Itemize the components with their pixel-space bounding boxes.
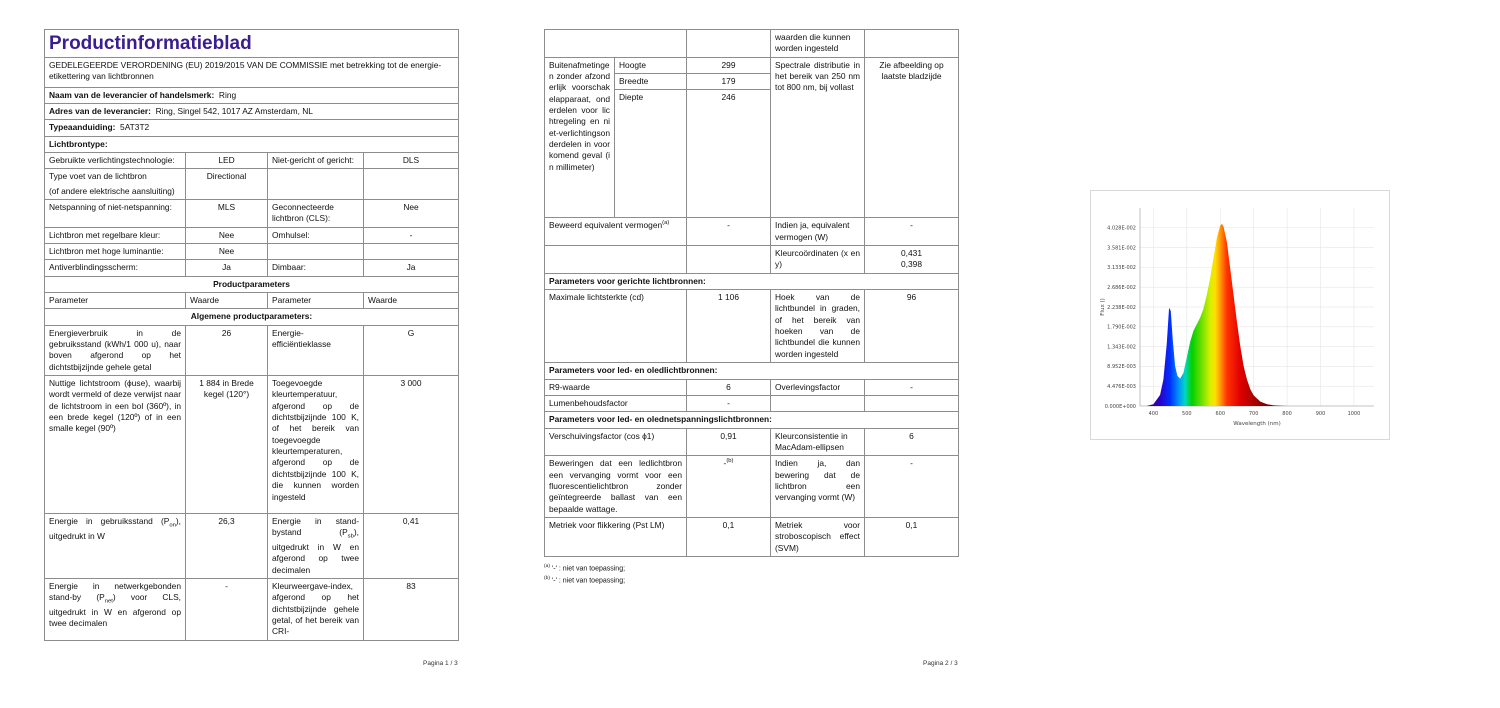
cell-empty <box>268 169 364 200</box>
table-row <box>45 243 459 259</box>
cell-empty <box>771 395 865 411</box>
cell-empty <box>545 30 687 58</box>
cell-empty <box>364 169 459 200</box>
text-part: ) voor CLS, uitgedrukt in W en afgerond op twee decimalen <box>49 592 181 629</box>
title-row <box>45 30 459 58</box>
cell-value: MLS <box>186 199 268 227</box>
table-row <box>45 514 459 579</box>
y-tick-label: 4.476E-003 <box>1107 383 1136 390</box>
x-tick-label: 1000 <box>1347 411 1361 417</box>
dim-label: Hoogte <box>615 57 687 73</box>
table-row <box>545 379 959 395</box>
spectral-value: Zie afbeelding op laatste bladzijde <box>865 57 959 218</box>
subscript: sb <box>347 534 354 541</box>
cell-empty <box>687 30 771 58</box>
text-part: Energie in gebruiksstand (P <box>49 516 170 527</box>
y-tick-label: 1.790E-002 <box>1107 324 1136 331</box>
supplier-address-row <box>45 103 459 119</box>
cell-label: Hoek van de lichtbundel in graden, of het bereik van hoeken van de lichtbundel die kunnen worden ingesteld <box>771 290 865 363</box>
x-axis-label: Wavelength (nm) <box>1233 421 1281 427</box>
y-tick-label: 2.686E-002 <box>1107 284 1136 291</box>
table-row <box>545 290 959 363</box>
cell-value: G <box>364 325 459 375</box>
cell-value: - <box>865 379 959 395</box>
table-row <box>45 376 459 514</box>
cell-value: - <box>186 579 268 641</box>
light-source-type-heading: Lichtbrontype: <box>45 136 459 152</box>
product-info-table-page2 <box>544 29 959 557</box>
cell-value: 96 <box>865 290 959 363</box>
cell-empty <box>364 243 459 259</box>
footnote-text: '-' : niet van toepassing; <box>551 577 626 585</box>
page-footer: Pagina 1 / 3 <box>423 660 458 667</box>
cap-type-sublabel: (of andere elektrische aansluiting) <box>49 185 175 196</box>
cell-value: 3 000 <box>364 376 459 514</box>
cell-label: R9-waarde <box>545 379 687 395</box>
header-value: Waarde <box>364 293 459 309</box>
supplier-name: Ring <box>218 89 237 100</box>
footnote-a <box>544 563 958 575</box>
page-title: Productinformatieblad <box>45 30 459 58</box>
cell-value: - <box>364 227 459 243</box>
y-tick-label: 3.581E-002 <box>1107 245 1136 252</box>
y-tick-label: 3.133E-002 <box>1107 265 1136 272</box>
cell-label: Gebruikte verlichtingstechnologie: <box>45 152 186 168</box>
dimensions-label: Buitenafmetingen zonder afzonderlijk voorschakelapparaat, onderdelen voor lichtregeling en niet-verlichtingsonderdelen in voorkomend geval (in millimeter) <box>545 57 615 218</box>
cell-label: Omhulsel: <box>268 227 364 243</box>
text-part: Beweerd equivalent vermogen <box>549 220 663 231</box>
chromaticity-y: 0,398 <box>901 259 922 270</box>
cell-label: Kleurcoördinaten (x en y) <box>771 246 865 274</box>
cell-value: 1 106 <box>687 290 771 363</box>
cell-label: Lichtbron met regelbare kleur: <box>45 227 186 243</box>
header-parameter: Parameter <box>268 293 364 309</box>
cell-value: Nee <box>186 227 268 243</box>
text-part: Energie in stand-bystand (P <box>272 516 359 538</box>
cell-empty <box>268 243 364 259</box>
table-row <box>45 325 459 375</box>
cell-label <box>45 169 186 200</box>
y-tick-label: 4.028E-002 <box>1107 225 1136 232</box>
product-info-table-page1 <box>44 29 459 641</box>
x-tick-label: 400 <box>1148 411 1159 417</box>
supplier-address-label: Adres van de leverancier: <box>49 105 151 116</box>
table-row <box>545 428 959 456</box>
chromaticity-x: 0,431 <box>901 248 922 259</box>
cell-label: Niet-gericht of gericht: <box>268 152 364 168</box>
cell-label: Dimbaar: <box>268 260 364 276</box>
cell-value <box>865 246 959 274</box>
cell-label <box>45 579 186 641</box>
text-part: - <box>723 458 727 469</box>
cell-label: Indien ja, dan bewering dat de lichtbron een vervanging vormt (W) <box>771 456 865 518</box>
page-footer: Pagina 2 / 3 <box>923 660 958 667</box>
cell-empty <box>865 395 959 411</box>
dim-value: 299 <box>687 57 771 73</box>
cell-value: - <box>687 395 771 411</box>
cell-label <box>45 514 186 579</box>
type-row <box>45 120 459 136</box>
supplier-name-label: Naam van de leverancier of handelsmerk: <box>49 89 215 100</box>
type-label: Typeaanduiding: <box>49 122 116 133</box>
cell-label: Lichtbron met hoge luminantie: <box>45 243 186 259</box>
spectrum-svg <box>1090 190 1390 440</box>
cell-value: 0,41 <box>364 514 459 579</box>
supplier-address: Ring, Singel 542, 1017 AZ Amsterdam, NL <box>155 105 313 116</box>
cell-label: Kleurconsistentie in MacAdam-ellipsen <box>771 428 865 456</box>
cell-value: - <box>687 218 771 246</box>
directional-params-heading: Parameters voor gerichte lichtbronnen: <box>545 273 959 289</box>
cell-label: Indien ja, equivalent vermogen (W) <box>771 218 865 246</box>
y-tick-label: 8.952E-003 <box>1107 364 1136 371</box>
mains-params-heading: Parameters voor led- en olednetspanningslichtbronnen: <box>545 412 959 428</box>
cell-value: 1 884 in Brede kegel (120°) <box>186 376 268 514</box>
header-parameter: Parameter <box>45 293 186 309</box>
cell-value: Nee <box>364 199 459 227</box>
product-params-heading: Productparameters <box>45 276 459 292</box>
y-tick-label: 2.238E-002 <box>1107 304 1136 311</box>
dim-value: 246 <box>687 90 771 218</box>
cell-value: Directional <box>186 169 268 200</box>
table-row <box>545 57 959 73</box>
footnote-b <box>544 575 958 587</box>
cell-label: Metriek voor stroboscopisch effect (SVM) <box>771 517 865 556</box>
table-row <box>45 199 459 227</box>
text-part: ), uitgedrukt in W <box>49 516 181 541</box>
regulation-subtitle: GEDELEGEERDE VERORDENING (EU) 2019/2015 VAN DE COMMISSIE met betrekking tot de energie-etikettering van lichtbronnen <box>45 57 459 87</box>
cell-empty <box>865 30 959 58</box>
cell-value: Nee <box>186 243 268 259</box>
table-row <box>545 517 959 556</box>
x-tick-label: 900 <box>1315 411 1326 417</box>
spectral-chart <box>1090 190 1390 445</box>
x-tick-label: 500 <box>1182 411 1192 417</box>
cell-value: 6 <box>687 379 771 395</box>
cell-value: - <box>865 456 959 518</box>
spectral-label: Spectrale distributie in het bereik van 250 nm tot 800 nm, bij vollast <box>771 57 865 218</box>
x-tick-label: 700 <box>1248 411 1259 417</box>
header-row <box>45 293 459 309</box>
cell-label: Antiverblindingsscherm: <box>45 260 186 276</box>
page-1 <box>44 29 458 641</box>
superscript: (b) <box>726 458 734 465</box>
text-part: Energie in netwerkgebonden stand-by (P <box>49 581 181 603</box>
cell-label: Geconnecteerde lichtbron (CLS): <box>268 199 364 227</box>
cell-value: 0,91 <box>687 428 771 456</box>
cell-label: Nuttige lichtstroom (ϕuse), waarbij wordt vermeld of deze verwijst naar de lichtstroom in een bol (360º), in een brede kegel (120º) of in een smalle kegel (90º) <box>45 376 186 514</box>
table-row <box>545 456 959 518</box>
dim-label: Diepte <box>615 90 687 218</box>
cell-empty <box>687 246 771 274</box>
led-params-heading: Parameters voor led- en oledlichtbronnen: <box>545 363 959 379</box>
supplier-name-row <box>45 87 459 103</box>
cell-value: - <box>865 218 959 246</box>
x-tick-label: 600 <box>1215 411 1226 417</box>
cell-label: Netspanning of niet-netspanning: <box>45 199 186 227</box>
table-row <box>45 169 459 200</box>
header-value: Waarde <box>186 293 268 309</box>
dim-value: 179 <box>687 74 771 90</box>
table-row <box>45 260 459 276</box>
subscript: net <box>104 599 113 606</box>
table-row <box>545 218 959 246</box>
table-row <box>45 227 459 243</box>
cell-label: Toegevoegde kleurtemperatuur, afgerond op de dichtstbijzijnde 100 K, of het bereik van toegevoegde kleurtemperaturen, afgerond op de dichtstbijzijnde 100 K, die kunnen worden ingesteld <box>268 376 364 514</box>
cell-value: Ja <box>364 260 459 276</box>
cell-value: 6 <box>865 428 959 456</box>
subscript: on <box>169 522 176 529</box>
cell-value: 83 <box>364 579 459 641</box>
cell-label: waarden die kunnen worden ingesteld <box>771 30 865 58</box>
cell-value: 26,3 <box>186 514 268 579</box>
general-params-heading: Algemene productparameters: <box>45 309 459 325</box>
cell-value: Ja <box>186 260 268 276</box>
page-2 <box>544 29 958 587</box>
cell-label: Overlevingsfactor <box>771 379 865 395</box>
table-row <box>545 395 959 411</box>
cell-label: Lumenbehoudsfactor <box>545 395 687 411</box>
table-row <box>45 579 459 641</box>
y-tick-label: 0.000E+000 <box>1104 403 1136 410</box>
cell-value <box>687 456 771 518</box>
y-tick-label: 1.343E-002 <box>1107 344 1136 351</box>
table-row <box>545 30 959 58</box>
superscript: (a) <box>662 220 670 227</box>
cell-label: Maximale lichtsterkte (cd) <box>545 290 687 363</box>
x-tick-label: 800 <box>1282 411 1292 417</box>
table-row <box>45 152 459 168</box>
cell-value: 26 <box>186 325 268 375</box>
cell-label: Energieverbruik in de gebruiksstand (kWh/1 000 u), naar boven afgerond op het dichtstbijzijnde gehele getal <box>45 325 186 375</box>
cell-label: Kleurweergave-index, afgerond op het dichtstbijzijnde gehele getal, of het bereik van CRI- <box>268 579 364 641</box>
footnotes <box>544 563 958 587</box>
cell-label: Metriek voor flikkering (Pst LM) <box>545 517 687 556</box>
cell-value: 0,1 <box>687 517 771 556</box>
cell-value: 0,1 <box>865 517 959 556</box>
cell-empty <box>545 246 687 274</box>
dim-label: Breedte <box>615 74 687 90</box>
cell-label: Beweringen dat een ledlichtbron een vervanging vormt voor een fluorescentielichtbron zonder geïntegreerde ballast van een bepaalde wattage. <box>545 456 687 518</box>
superscript: (b) <box>544 576 550 582</box>
cell-value: DLS <box>364 152 459 168</box>
y-axis-label: Flux () <box>1100 298 1106 316</box>
footnote-text: '-' : niet van toepassing; <box>551 565 626 573</box>
table-row <box>545 246 959 274</box>
type-value: 5AT3T2 <box>120 122 150 133</box>
text-part: ), uitgedrukt in W en afgerond op twee decimalen <box>272 527 359 575</box>
cell-value: LED <box>186 152 268 168</box>
cell-label: Energie-efficiëntieklasse <box>268 325 364 375</box>
cell-label <box>545 218 687 246</box>
cell-label: Verschuivingsfactor (cos ϕ1) <box>545 428 687 456</box>
cell-label <box>268 514 364 579</box>
cap-type-label: Type voet van de lichtbron <box>49 171 147 182</box>
superscript: (a) <box>544 563 550 569</box>
